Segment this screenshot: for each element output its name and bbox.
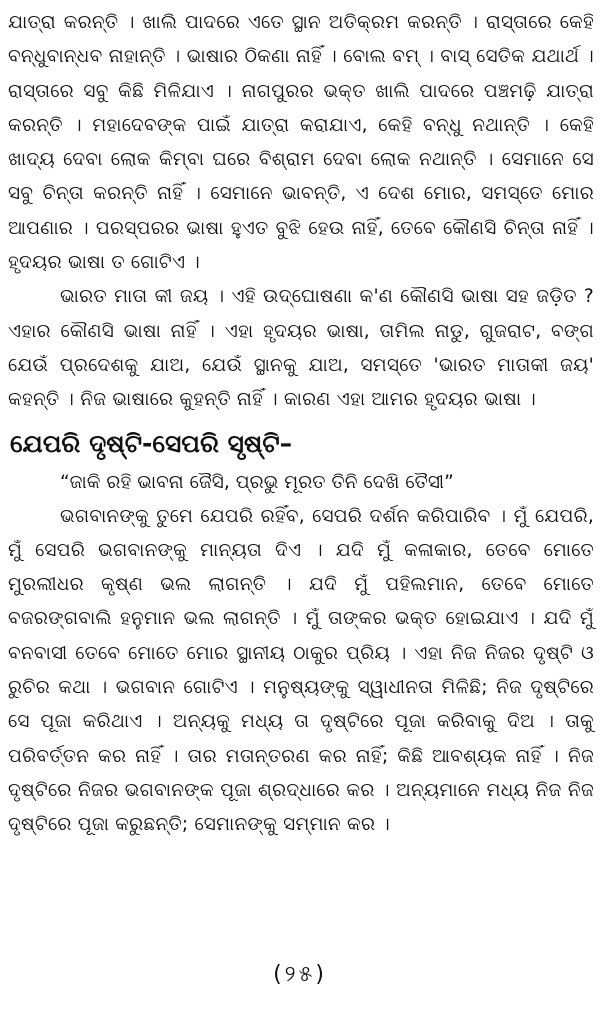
body-paragraph-3: ଭଗବାନଙ୍କୁ ତୁମେ ଯେପରି ରହିଁବ, ସେପରି ଦର୍ଶନ କରିପାରିବ । ମୁଁ ଯେପରି, ମୁଁ ସେପରି ଭଗବାନଙ୍କୁ ମାନ୍ୟତା ଦିଏ । ଯଦି ମୁଁ କଳାକାର, ତେବେ ମୋତେ ମୁରଲୀଧର କୃଷ୍ଣ ଭଲ ଲାଗନ୍ତି । ଯଦି ମୁଁ ପହିଲମାନ, ତେବେ ମୋତେ ବଜରଙ୍ଗବାଲି ହନୁମାନ ଭଲ ଲାଗନ୍ତି । ମୁଁ ତାଙ୍କର ଭକ୍ତ ହୋଇଯାଏ । ଯଦି ମୁଁ ବନବାସୀ ତେବେ ମୋତେ ମୋର ସ୍ଥାନୀୟ ଠାକୁର ପ୍ରିୟ । ଏହା ନିଜ ନିଜର ଦୃଷ୍ଟି ଓ ରୁଚିର କଥା । ଭଗବାନ ଗୋଟିଏ । ମନୁଷ୍ୟଙ୍କୁ ସ୍ୱାଧୀନତା ମିଳିଛି; ନିଜ ଦୃଷ୍ଟିରେ ସେ ପୂଜା କରିଥାଏ । ଅନ୍ୟକୁ ମଧ୍ୟ ତା ଦୃଷ୍ଟିରେ ପୂଜା କରିବାକୁ ଦିଅ । ତାକୁ ପରିବର୍ତ୍ତନ କର ନାହିଁ । ତାର ମତାନ୍ତରଣ କର ନାହିଁ; କିଛି ଆବଶ୍ୟକ ନାହିଁ । ନିଜ ଦୃଷ୍ଟିରେ ନିଜର ଭଗବାନଙ୍କ ପୂଜା ଶ୍ରଦ୍ଧାରେ କର । ଅନ୍ୟମାନେ ମଧ୍ୟ ନିଜ ନିଜ ଦୃଷ୍ଟିରେ ପୂଜା କରୁଛନ୍ତି; ସେମାନଙ୍କୁ ସମ୍ମାନ କର । [8,505,594,836]
body-paragraph-1: ଯାତ୍ରା କରନ୍ତି । ଖାଲି ପାଦରେ ଏତେ ସ୍ଥାନ ଅତିକ୍ରମ କରନ୍ତି । ରାସ୍ତାରେ କେହି ବନ୍ଧୁବାନ୍ଧବ ନାହାନ୍ତି । ଭାଷାର ଠିକଣା ନାହିଁ । ବୋଲ ବମ୍ । ବାସ୍ ସେତିକ ଯଥାର୍ଥ । ରାସ୍ତାରେ ସବୁ କିଛି ମିଳିଯାଏ । ନାଗପୁରର ଭକ୍ତ ଖାଲି ପାଦରେ ପଞ୍ଚମଢ଼ି ଯାତ୍ରା କରନ୍ତି । ମହାଦେବଙ୍କ ପାଇଁ ଯାତ୍ରା କରାଯାଏ, କେହି ବନ୍ଧୁ ନଥାନ୍ତି । କେହି ଖାଦ୍ୟ ଦେବା ଲୋକ କିମ୍ବା ଘରେ ବିଶ୍ରାମ ଦେବା ଲୋକ ନଥାନ୍ତି । ସେମାନେ ସେ ସବୁ ଚିନ୍ତା କରନ୍ତି ନାହିଁ । ସେମାନେ ଭାବନ୍ତି, ଏ ଦେଶ ମୋର, ସମସ୍ତେ ମୋର ଆପଣାର । ପରସ୍ପରର ଭାଷା ହୁଏତ ବୁଝି ହେଉ ନାହିଁ, ତେବେ କୌଣସି ଚିନ୍ତା ନାହିଁ । ହୃଦୟର ଭାଷା ତ ଗୋଟିଏ । [8,12,594,274]
section-heading: ଯେପରି ଦୃଷ୍ଟି-ସେପରି ସୃଷ୍ଟି– [10,428,293,458]
quote-line: “ଜାକି ରହି ଭାବନା ଜୈସି, ପ୍ରଭୁ ମୂରତ ତିନି ଦେଖି ତୈସୀ” [60,471,454,493]
book-page [8,6,594,1006]
page-number: (୨୫) [273,962,327,987]
body-paragraph-2: ଭାରତ ମାତା କୀ ଜୟ । ଏହି ଉଦ୍‌ଘୋଷଣା କ'ଣ କୌଣସି ଭାଷା ସହ ଜଡ଼ିତ ? ଏହାର କୌଣସି ଭାଷା ନାହିଁ । ଏହା ହୃଦୟର ଭାଷା, ତାମିଲ ନାଡୁ, ଗୁଜରାଟ, ବଙ୍ଗ ଯେଉଁ ପ୍ରଦେଶକୁ ଯାଅ, ଯେଉଁ ସ୍ଥାନକୁ ଯାଅ, ସମସ୍ତେ 'ଭାରତ ମାତାକୀ ଜୟ' କହନ୍ତି । ନିଜ ଭାଷାରେ କୁହନ୍ତି ନାହିଁ । କାରଣ ଏହା ଆମର ହୃଦୟର ଭାଷା । [8,286,594,411]
